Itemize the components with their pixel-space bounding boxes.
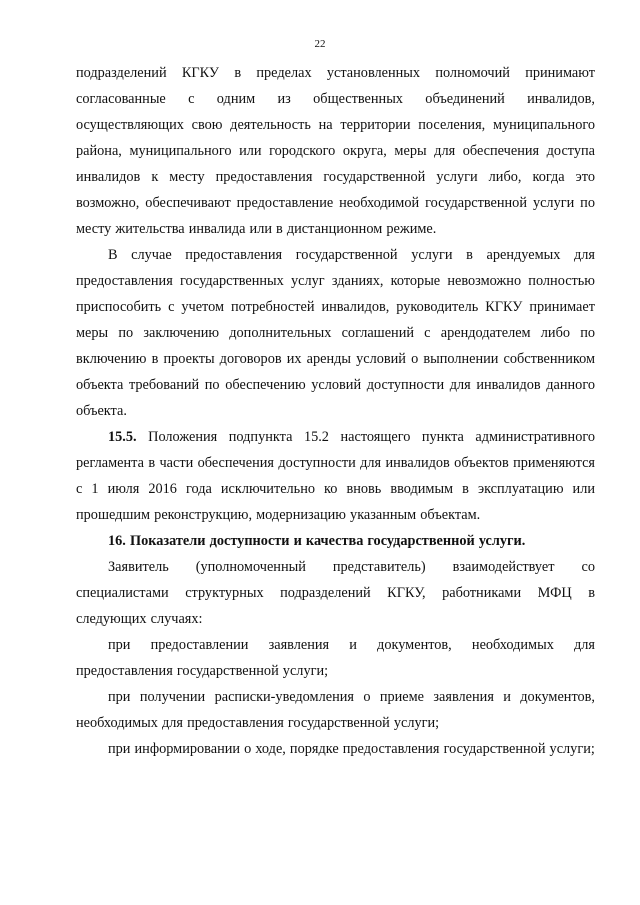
list-item-informing: при информировании о ходе, порядке предоставления государственной услуги; [108,741,595,757]
document-body [76,60,595,762]
paragraph-applicant-interaction: Заявитель (уполномоченный представитель) взаимодействует со специалистами структурных подразделений КГКУ, работниками МФЦ в следующих случаях: [76,559,595,627]
clause-text: Положения подпункта 15.2 настоящего пункта административного регламента в части обеспечения доступности для инвалидов объектов применяются с 1 июля 2016 года исключительно ко вновь вводимым в эксплуатацию или прошедшим реконструкцию, модернизацию указанным объектам. [76,429,595,523]
section-heading-16: 16. Показатели доступности и качества государственной услуги. [108,533,526,549]
list-item-receipt: при получении расписки-уведомления о приеме заявления и документов, необходимых для предоставления государственной услуги; [76,689,595,731]
paragraph-15-5 [76,424,595,528]
paragraph-continuation: подразделений КГКУ в пределах установленных полномочий принимают согласованные с одним из общественных объединений инвалидов, осуществляющих свою деятельность на территории поселения, муниципального района, муниципального или городского округа, меры для обеспечения доступа инвалидов к месту предоставления государственной услуги либо, когда это возможно, обеспечивают предоставление необходимой государственной услуги по месту жительства инвалида или в дистанционном режиме. [76,65,595,237]
list-item-submission: при предоставлении заявления и документов, необходимых для предоставления государственной услуги; [76,637,595,679]
paragraph-leased-buildings: В случае предоставления государственной услуги в арендуемых для предоставления государственных услуг зданиях, которые невозможно полностью приспособить с учетом потребностей инвалидов, руководитель КГКУ принимает меры по заключению дополнительных соглашений с арендодателем либо по включению в проекты договоров их аренды условий о выполнении собственником объекта требований по обеспечению условий доступности для инвалидов данного объекта. [76,247,595,419]
page-number: 22 [314,38,326,50]
clause-number: 15.5. [108,429,137,445]
